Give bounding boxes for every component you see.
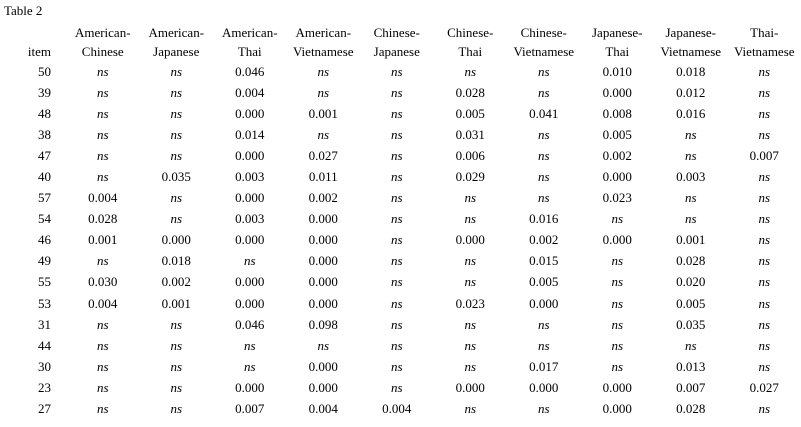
- column-header-line1: Japanese-: [591, 25, 643, 40]
- value-cell: 0.000: [308, 232, 338, 248]
- item-cell: 55: [38, 274, 51, 290]
- value-cell: 0.005: [676, 295, 706, 311]
- value-cell: ns: [390, 127, 403, 143]
- value-cell: ns: [170, 190, 183, 206]
- value-cell: ns: [758, 337, 771, 353]
- value-cell: 0.002: [161, 274, 191, 290]
- value-cell: ns: [537, 64, 550, 80]
- column-header-line1: Japanese-: [665, 25, 717, 40]
- value-cell: 0.030: [88, 274, 118, 290]
- value-cell: ns: [758, 127, 771, 143]
- value-cell: ns: [758, 253, 771, 269]
- value-cell: 0.028: [676, 400, 706, 416]
- value-cell: ns: [390, 295, 403, 311]
- value-cell: 0.001: [161, 295, 191, 311]
- value-cell: ns: [390, 253, 403, 269]
- table-row: [0, 61, 801, 82]
- value-cell: 0.005: [529, 274, 559, 290]
- value-cell: ns: [170, 148, 183, 164]
- value-cell: ns: [684, 190, 697, 206]
- column-header-line2: Chinese: [81, 44, 124, 59]
- value-cell: ns: [537, 337, 550, 353]
- value-cell: 0.003: [676, 169, 706, 185]
- item-cell: 53: [38, 295, 51, 311]
- value-cell: ns: [758, 64, 771, 80]
- value-cell: 0.028: [455, 85, 485, 101]
- value-cell: ns: [317, 127, 330, 143]
- value-cell: 0.018: [161, 253, 191, 269]
- table-row: [0, 82, 801, 103]
- value-cell: 0.018: [676, 64, 706, 80]
- value-cell: 0.011: [308, 169, 338, 185]
- value-cell: ns: [243, 337, 256, 353]
- table-caption: Table 2: [4, 3, 43, 18]
- value-cell: 0.008: [602, 106, 632, 122]
- value-cell: 0.000: [235, 274, 265, 290]
- table-row: [0, 103, 801, 124]
- value-cell: ns: [96, 400, 109, 416]
- value-cell: ns: [464, 190, 477, 206]
- value-cell: 0.004: [308, 400, 338, 416]
- table-row: [0, 229, 801, 250]
- value-cell: 0.000: [308, 253, 338, 269]
- value-cell: ns: [537, 127, 550, 143]
- value-cell: 0.000: [308, 358, 338, 374]
- table-row: [0, 314, 801, 335]
- value-cell: ns: [317, 85, 330, 101]
- header-item: item: [27, 44, 51, 59]
- column-header-line2: Vietnamese: [292, 44, 354, 59]
- value-cell: 0.000: [602, 85, 632, 101]
- column-header-line1: Chinese-: [520, 25, 567, 40]
- value-cell: ns: [537, 169, 550, 185]
- value-cell: ns: [537, 400, 550, 416]
- table-row: [0, 293, 801, 314]
- item-cell: 31: [38, 316, 51, 332]
- value-cell: 0.003: [235, 169, 265, 185]
- column-header-line2: Thai: [458, 44, 483, 59]
- value-cell: ns: [611, 337, 624, 353]
- item-cell: 30: [38, 358, 51, 374]
- value-cell: ns: [758, 400, 771, 416]
- value-cell: 0.023: [602, 190, 632, 206]
- item-cell: 47: [38, 148, 51, 164]
- value-cell: ns: [96, 358, 109, 374]
- value-cell: ns: [390, 169, 403, 185]
- value-cell: ns: [170, 211, 183, 227]
- column-header-line1: American-: [74, 25, 131, 40]
- item-cell: 23: [38, 379, 51, 395]
- results-table: [0, 24, 801, 419]
- value-cell: 0.004: [382, 400, 412, 416]
- value-cell: ns: [390, 85, 403, 101]
- table-body: [0, 61, 801, 419]
- column-header-line1: Thai-: [750, 25, 779, 40]
- value-cell: 0.035: [676, 316, 706, 332]
- value-cell: 0.000: [602, 169, 632, 185]
- column-header-line1: Chinese-: [447, 25, 494, 40]
- table-row: [0, 208, 801, 229]
- column-header-line1: American-: [295, 25, 352, 40]
- item-cell: 27: [38, 400, 51, 416]
- table-row: [0, 271, 801, 292]
- value-cell: ns: [243, 358, 256, 374]
- value-cell: ns: [170, 337, 183, 353]
- value-cell: ns: [758, 274, 771, 290]
- value-cell: 0.000: [602, 379, 632, 395]
- value-cell: 0.005: [455, 106, 485, 122]
- column-header-line1: Chinese-: [373, 25, 420, 40]
- value-cell: ns: [390, 64, 403, 80]
- value-cell: 0.014: [235, 127, 265, 143]
- value-cell: ns: [390, 232, 403, 248]
- value-cell: ns: [684, 148, 697, 164]
- value-cell: 0.029: [455, 169, 485, 185]
- value-cell: ns: [317, 337, 330, 353]
- item-cell: 46: [38, 232, 51, 248]
- value-cell: 0.000: [235, 232, 265, 248]
- value-cell: ns: [611, 211, 624, 227]
- value-cell: ns: [96, 148, 109, 164]
- item-cell: 50: [38, 64, 51, 80]
- value-cell: 0.000: [235, 190, 265, 206]
- value-cell: ns: [170, 316, 183, 332]
- value-cell: 0.000: [455, 379, 485, 395]
- value-cell: ns: [464, 337, 477, 353]
- column-header-line2: Thai: [237, 44, 262, 59]
- value-cell: ns: [464, 211, 477, 227]
- table-row: [0, 335, 801, 356]
- item-cell: 40: [38, 169, 51, 185]
- value-cell: 0.002: [529, 232, 559, 248]
- value-cell: ns: [317, 64, 330, 80]
- column-header-line2: Japanese: [153, 44, 200, 59]
- value-cell: ns: [96, 337, 109, 353]
- value-cell: 0.028: [676, 253, 706, 269]
- value-cell: ns: [390, 211, 403, 227]
- value-cell: 0.016: [676, 106, 706, 122]
- table-row: [0, 145, 801, 166]
- value-cell: 0.028: [88, 211, 118, 227]
- value-cell: 0.003: [235, 211, 265, 227]
- value-cell: ns: [96, 169, 109, 185]
- value-cell: 0.020: [676, 274, 706, 290]
- value-cell: 0.000: [308, 274, 338, 290]
- item-cell: 38: [38, 127, 51, 143]
- value-cell: ns: [170, 379, 183, 395]
- value-cell: 0.041: [529, 106, 559, 122]
- value-cell: 0.002: [308, 190, 338, 206]
- value-cell: 0.000: [161, 232, 191, 248]
- value-cell: ns: [170, 127, 183, 143]
- value-cell: ns: [611, 295, 624, 311]
- value-cell: ns: [96, 253, 109, 269]
- value-cell: 0.002: [602, 148, 632, 164]
- value-cell: 0.004: [88, 295, 118, 311]
- item-cell: 57: [38, 190, 51, 206]
- header-row-bottom: [0, 42, 801, 61]
- value-cell: 0.035: [161, 169, 191, 185]
- value-cell: 0.000: [602, 232, 632, 248]
- value-cell: ns: [611, 253, 624, 269]
- value-cell: ns: [537, 148, 550, 164]
- column-header-line2: Vietnamese: [660, 44, 722, 59]
- value-cell: ns: [390, 316, 403, 332]
- value-cell: ns: [758, 295, 771, 311]
- value-cell: 0.031: [455, 127, 485, 143]
- value-cell: ns: [96, 379, 109, 395]
- value-cell: ns: [758, 190, 771, 206]
- value-cell: ns: [537, 85, 550, 101]
- value-cell: 0.017: [529, 358, 559, 374]
- header-row-top: [0, 24, 801, 42]
- value-cell: 0.007: [676, 379, 706, 395]
- table-header: [0, 24, 801, 61]
- value-cell: ns: [684, 337, 697, 353]
- value-cell: 0.000: [602, 400, 632, 416]
- value-cell: 0.005: [602, 127, 632, 143]
- value-cell: ns: [390, 379, 403, 395]
- table-row: [0, 187, 801, 208]
- header-corner: [0, 24, 66, 42]
- value-cell: ns: [758, 211, 771, 227]
- value-cell: ns: [170, 64, 183, 80]
- value-cell: ns: [243, 253, 256, 269]
- value-cell: 0.000: [529, 379, 559, 395]
- value-cell: ns: [390, 106, 403, 122]
- value-cell: 0.000: [235, 295, 265, 311]
- value-cell: ns: [96, 64, 109, 80]
- value-cell: ns: [464, 358, 477, 374]
- column-header-line1: American-: [221, 25, 278, 40]
- value-cell: 0.000: [455, 232, 485, 248]
- value-cell: ns: [758, 358, 771, 374]
- value-cell: 0.001: [88, 232, 118, 248]
- value-cell: 0.007: [235, 400, 265, 416]
- value-cell: ns: [464, 64, 477, 80]
- value-cell: 0.027: [749, 379, 779, 395]
- value-cell: 0.046: [235, 316, 265, 332]
- column-header-line2: Vietnamese: [513, 44, 575, 59]
- column-header-line2: Thai: [605, 44, 630, 59]
- value-cell: 0.001: [676, 232, 706, 248]
- value-cell: 0.004: [235, 85, 265, 101]
- value-cell: 0.098: [308, 316, 338, 332]
- column-header-line2: Vietnamese: [733, 44, 795, 59]
- value-cell: 0.023: [455, 295, 485, 311]
- value-cell: 0.000: [235, 148, 265, 164]
- value-cell: 0.015: [529, 253, 559, 269]
- value-cell: ns: [96, 127, 109, 143]
- column-header-line1: American-: [148, 25, 205, 40]
- value-cell: 0.000: [529, 295, 559, 311]
- value-cell: ns: [390, 274, 403, 290]
- value-cell: ns: [170, 106, 183, 122]
- value-cell: ns: [170, 85, 183, 101]
- value-cell: ns: [537, 316, 550, 332]
- table-row: [0, 250, 801, 271]
- value-cell: ns: [684, 211, 697, 227]
- value-cell: ns: [390, 190, 403, 206]
- value-cell: 0.007: [749, 148, 779, 164]
- value-cell: 0.010: [602, 64, 632, 80]
- value-cell: ns: [611, 274, 624, 290]
- item-cell: 49: [38, 253, 51, 269]
- table-row: [0, 124, 801, 145]
- value-cell: 0.001: [308, 106, 338, 122]
- value-cell: ns: [170, 358, 183, 374]
- value-cell: ns: [96, 316, 109, 332]
- item-cell: 48: [38, 106, 51, 122]
- table-row: [0, 166, 801, 187]
- value-cell: ns: [758, 316, 771, 332]
- table-row: [0, 356, 801, 377]
- value-cell: ns: [464, 400, 477, 416]
- value-cell: ns: [390, 148, 403, 164]
- value-cell: ns: [684, 127, 697, 143]
- value-cell: 0.012: [676, 85, 706, 101]
- value-cell: ns: [96, 106, 109, 122]
- value-cell: ns: [390, 358, 403, 374]
- value-cell: ns: [464, 316, 477, 332]
- value-cell: 0.027: [308, 148, 338, 164]
- value-cell: ns: [758, 232, 771, 248]
- value-cell: ns: [758, 85, 771, 101]
- value-cell: ns: [611, 358, 624, 374]
- value-cell: ns: [170, 400, 183, 416]
- value-cell: ns: [390, 337, 403, 353]
- value-cell: ns: [537, 190, 550, 206]
- value-cell: 0.006: [455, 148, 485, 164]
- value-cell: ns: [758, 106, 771, 122]
- value-cell: 0.000: [308, 211, 338, 227]
- column-header-line2: Japanese: [373, 44, 420, 59]
- item-cell: 54: [38, 211, 51, 227]
- value-cell: ns: [96, 85, 109, 101]
- value-cell: ns: [758, 169, 771, 185]
- value-cell: ns: [464, 253, 477, 269]
- value-cell: ns: [611, 316, 624, 332]
- value-cell: 0.004: [88, 190, 118, 206]
- value-cell: ns: [464, 274, 477, 290]
- value-cell: 0.000: [308, 295, 338, 311]
- table-row: [0, 398, 801, 419]
- value-cell: 0.000: [235, 379, 265, 395]
- value-cell: 0.046: [235, 64, 265, 80]
- value-cell: 0.000: [235, 106, 265, 122]
- value-cell: 0.016: [529, 211, 559, 227]
- item-cell: 44: [38, 337, 51, 353]
- item-cell: 39: [38, 85, 51, 101]
- value-cell: 0.000: [308, 379, 338, 395]
- value-cell: 0.013: [676, 358, 706, 374]
- table-row: [0, 377, 801, 398]
